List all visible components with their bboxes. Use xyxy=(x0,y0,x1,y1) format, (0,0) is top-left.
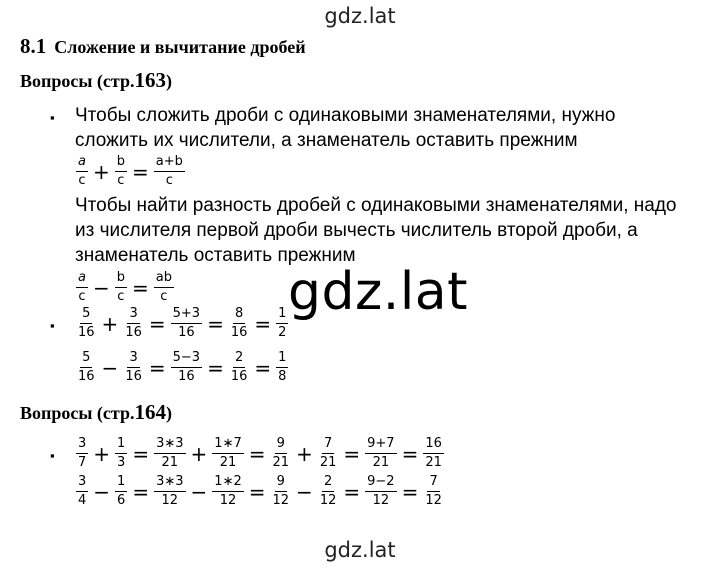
questions-page-number: 163 xyxy=(134,68,166,92)
operator: − xyxy=(93,479,111,504)
denominator: 21 xyxy=(161,455,179,470)
fraction xyxy=(76,350,97,385)
operator: − xyxy=(296,479,313,504)
operator: = xyxy=(343,441,361,466)
operator: = xyxy=(343,479,361,504)
denominator: 16 xyxy=(178,325,195,340)
operator: − xyxy=(190,479,208,504)
denominator: c xyxy=(160,289,168,304)
fraction xyxy=(123,306,144,341)
questions-heading-text: Вопросы (стр. xyxy=(20,403,135,423)
denominator: 12 xyxy=(219,493,237,508)
watermark-top: gdz.lat xyxy=(324,4,396,28)
denominator: c xyxy=(78,173,86,188)
fraction xyxy=(276,306,288,341)
numerator: 1 xyxy=(276,306,288,324)
denominator: 21 xyxy=(219,455,237,470)
numerator: 1 xyxy=(115,474,127,492)
numerator: 7 xyxy=(427,474,439,492)
numerator: 8 xyxy=(233,306,245,324)
operator: = xyxy=(132,275,149,300)
numerator: 16 xyxy=(423,436,444,454)
numerator: 1 xyxy=(115,436,127,454)
fraction xyxy=(115,436,127,471)
denominator: 16 xyxy=(125,369,142,384)
fraction xyxy=(318,474,339,509)
text-line: Чтобы сложить дроби с одинаковыми знаменателями, нужно xyxy=(75,105,616,126)
operator: + xyxy=(190,441,208,466)
fraction xyxy=(365,474,396,509)
denominator: 16 xyxy=(178,369,195,384)
numerator: 5 xyxy=(80,306,92,324)
fraction xyxy=(171,350,202,385)
denominator: 16 xyxy=(78,369,95,384)
numerator: 2 xyxy=(322,474,334,492)
fraction xyxy=(212,436,243,471)
fraction xyxy=(318,436,339,471)
fraction xyxy=(423,436,444,471)
operator: = xyxy=(248,479,266,504)
equation-q164-sum xyxy=(75,436,445,471)
fraction xyxy=(276,350,288,385)
fraction xyxy=(212,474,243,509)
numerator: a xyxy=(76,270,88,288)
questions-heading-close: ) xyxy=(166,403,172,423)
fraction xyxy=(76,436,88,471)
operator: + xyxy=(101,311,119,336)
fraction xyxy=(76,270,88,305)
fraction xyxy=(423,474,444,509)
denominator: 12 xyxy=(272,493,290,508)
operator: + xyxy=(92,159,110,184)
numerator: ab xyxy=(154,270,174,288)
denominator: 12 xyxy=(425,493,442,508)
questions-page-number: 164 xyxy=(134,400,166,424)
denominator: c xyxy=(165,173,173,188)
numerator: a+b xyxy=(154,154,185,172)
numerator: 3∗3 xyxy=(154,436,185,454)
numerator: 3∗3 xyxy=(154,474,185,492)
denominator: 21 xyxy=(319,455,337,470)
numerator: 3 xyxy=(127,350,139,368)
operator: − xyxy=(92,275,110,300)
denominator: 6 xyxy=(117,493,126,508)
numerator: 7 xyxy=(322,436,334,454)
numerator: 9−2 xyxy=(365,474,396,492)
fraction xyxy=(271,436,292,471)
operator: + xyxy=(296,441,313,466)
numerator: 5+3 xyxy=(171,306,202,324)
denominator: 8 xyxy=(278,369,287,384)
section-title xyxy=(20,34,306,59)
denominator: 3 xyxy=(117,455,126,470)
fraction xyxy=(115,474,127,509)
fraction xyxy=(123,350,144,385)
text-line: Чтобы найти разность дробей с одинаковыми знаменателями, надо xyxy=(75,195,677,216)
operator: = xyxy=(401,479,419,504)
fraction xyxy=(76,154,88,189)
denominator: 21 xyxy=(425,455,442,470)
denominator: c xyxy=(117,173,125,188)
operator: + xyxy=(93,441,111,466)
operator: = xyxy=(148,311,166,336)
numerator: 5 xyxy=(80,350,92,368)
fraction xyxy=(115,154,127,189)
questions-heading-163 xyxy=(20,68,172,93)
numerator: 9 xyxy=(275,474,287,492)
numerator: a xyxy=(76,154,88,172)
paragraph-subtraction-rule xyxy=(75,193,695,268)
denominator: 21 xyxy=(372,455,390,470)
operator: = xyxy=(207,355,224,380)
numerator: 3 xyxy=(76,474,88,492)
watermark-center: gdz.lat xyxy=(288,262,469,322)
equation-example-sum xyxy=(75,306,289,341)
fraction xyxy=(171,306,202,341)
fraction xyxy=(154,474,185,509)
questions-heading-164 xyxy=(20,400,172,425)
denominator: 16 xyxy=(230,325,248,340)
fraction xyxy=(229,350,250,385)
bullet-marker: ▪ xyxy=(50,110,55,125)
questions-heading-close: ) xyxy=(166,71,172,91)
fraction xyxy=(115,270,127,305)
questions-heading-text: Вопросы (стр. xyxy=(20,71,135,91)
fraction xyxy=(76,474,88,509)
watermark-bottom: gdz.lat xyxy=(324,538,396,562)
fraction xyxy=(76,306,97,341)
denominator: 12 xyxy=(372,493,390,508)
numerator: 5−3 xyxy=(171,350,202,368)
fraction xyxy=(229,306,250,341)
text-line: сложить их числители, а знаменатель оставить прежним xyxy=(75,130,578,151)
denominator: 16 xyxy=(78,325,95,340)
operator: = xyxy=(207,311,224,336)
equation-q164-difference xyxy=(75,474,445,509)
operator: = xyxy=(132,479,150,504)
text-line: из числителя первой дроби вычесть числитель второй дроби, а xyxy=(75,220,638,241)
fraction xyxy=(154,270,174,305)
denominator: 12 xyxy=(319,493,337,508)
operator: = xyxy=(248,441,266,466)
operator: = xyxy=(148,355,166,380)
numerator: 3 xyxy=(76,436,88,454)
text-line: знаменатель оставить прежним xyxy=(75,245,356,266)
numerator: 1∗7 xyxy=(212,436,243,454)
equation-addition-general xyxy=(75,154,186,189)
operator: = xyxy=(254,311,272,336)
denominator: 12 xyxy=(161,493,179,508)
fraction xyxy=(154,154,185,189)
operator: = xyxy=(401,441,419,466)
fraction xyxy=(154,436,185,471)
denominator: 7 xyxy=(78,455,87,470)
equation-example-difference xyxy=(75,350,289,385)
paragraph-addition-rule xyxy=(75,103,695,153)
bullet-marker: ▪ xyxy=(50,448,55,463)
fraction xyxy=(365,436,396,471)
section-title-text: Сложение и вычитание дробей xyxy=(54,37,306,57)
denominator: c xyxy=(78,289,86,304)
numerator: 9+7 xyxy=(365,436,396,454)
numerator: b xyxy=(115,154,127,172)
operator: = xyxy=(132,159,149,184)
numerator: 1 xyxy=(276,350,288,368)
numerator: 9 xyxy=(275,436,287,454)
denominator: 16 xyxy=(125,325,142,340)
bullet-marker: ▪ xyxy=(50,318,55,333)
operator: = xyxy=(254,355,272,380)
numerator: 1∗2 xyxy=(212,474,243,492)
denominator: 16 xyxy=(230,369,248,384)
denominator: c xyxy=(117,289,125,304)
operator: − xyxy=(101,355,119,380)
numerator: 3 xyxy=(127,306,139,324)
numerator: b xyxy=(115,270,127,288)
operator: = xyxy=(132,441,150,466)
section-number: 8.1 xyxy=(20,34,47,58)
equation-subtraction-general xyxy=(75,270,175,305)
denominator: 4 xyxy=(78,493,87,508)
denominator: 21 xyxy=(272,455,290,470)
numerator: 2 xyxy=(233,350,245,368)
denominator: 2 xyxy=(278,325,287,340)
fraction xyxy=(271,474,292,509)
